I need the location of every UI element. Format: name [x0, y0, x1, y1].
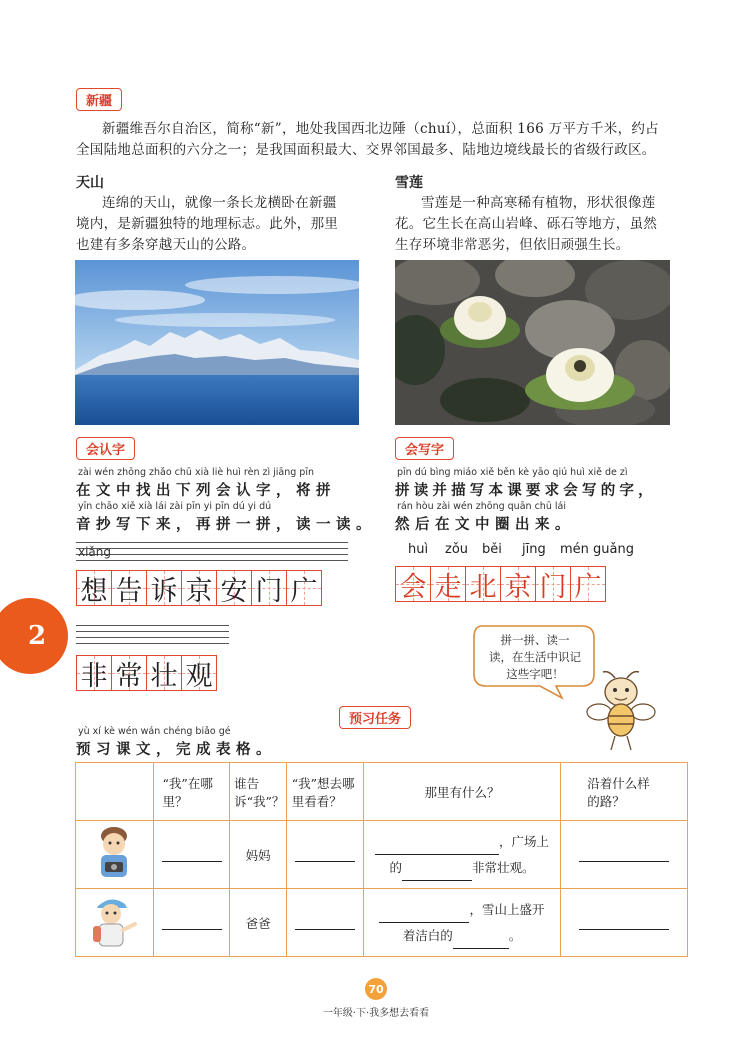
- table-cell[interactable]: [153, 889, 229, 957]
- tianshan-photo: [75, 260, 359, 425]
- char-box: 安: [216, 570, 251, 606]
- recognize-chars-row-1: [76, 570, 322, 606]
- recognize-pinyin-2: yīn chāo xiě xià lái zài pīn yi pīn dú yi dú: [78, 501, 272, 512]
- answer-blank[interactable]: [295, 849, 355, 862]
- char-box: 走: [430, 566, 465, 602]
- footer-text: 一年级·下·我多想去看看: [322, 1008, 430, 1019]
- answer-blank[interactable]: [162, 849, 222, 862]
- table-cell: [76, 889, 154, 957]
- table-header: 沿着什么样的路？: [561, 763, 688, 821]
- tianshan-line-3: 也建有多条穿越天山的公路。: [76, 237, 256, 253]
- pinyin: mén guǎng: [560, 542, 634, 557]
- pinyin: huì: [408, 542, 429, 557]
- pinyin: běi: [482, 542, 502, 557]
- preview-tag: 预习任务: [339, 706, 411, 729]
- table-cell[interactable]: [561, 821, 688, 889]
- tianshan-title: 天山: [76, 175, 104, 191]
- write-pinyin-2: rán hòu zài wén zhōng quān chū lái: [397, 501, 566, 512]
- table-header: “我”想去哪里看看？: [286, 763, 363, 821]
- cell-text: ，广场上: [498, 833, 549, 849]
- char-box: 广: [286, 570, 322, 606]
- char-box: 告: [111, 570, 146, 606]
- pinyin-line: [76, 625, 229, 626]
- preview-text: 预习课文，完成表格。: [76, 742, 276, 758]
- table-cell: [230, 889, 287, 957]
- preview-table: [75, 762, 688, 957]
- pinyin-line: [76, 542, 348, 543]
- answer-blank[interactable]: [453, 936, 509, 949]
- recognize-tag: 会认字: [76, 437, 135, 460]
- table-cell: [230, 821, 287, 889]
- pinyin: jīng: [522, 542, 546, 557]
- table-corner-cell: [76, 763, 154, 821]
- table-cell[interactable]: [153, 821, 229, 889]
- page-number: 70: [365, 978, 387, 1000]
- table-cell[interactable]: [286, 889, 363, 957]
- sample-pinyin: xiǎng: [78, 545, 112, 559]
- answer-blank[interactable]: [379, 910, 469, 923]
- answer-blank[interactable]: [295, 917, 355, 930]
- char-box: 壮: [146, 655, 181, 691]
- tianshan-line-2: 境内，是新疆独特的地理标志。此外，那里: [76, 216, 339, 232]
- teller-name: 妈妈: [245, 847, 271, 863]
- bee-mascot-icon: [585, 668, 665, 756]
- pinyin-line: [76, 637, 229, 638]
- char-box: 广: [570, 566, 606, 602]
- xinjiang-line-1: 新疆维吾尔自治区，简称“新”，地处我国西北边陲（chuí），总面积 166 万平方千米，约占: [102, 121, 659, 137]
- char-box: 门: [251, 570, 286, 606]
- bubble-text: [478, 632, 592, 683]
- xuelian-line-3: 生存环境非常恶劣，但依旧顽强生长。: [395, 237, 630, 253]
- table-row: [76, 821, 688, 889]
- recognize-chars-row-2: [76, 655, 217, 691]
- table-cell[interactable]: [286, 821, 363, 889]
- pinyin-line: [76, 554, 348, 555]
- cell-text: 。: [508, 927, 522, 943]
- char-box: 观: [181, 655, 217, 691]
- char-box: 门: [535, 566, 570, 602]
- table-cell: [363, 889, 561, 957]
- xuelian-line-1: 雪莲是一种高寒稀有植物，形状很像莲: [421, 195, 656, 211]
- char-box: 北: [465, 566, 500, 602]
- write-chars-row: [395, 566, 606, 602]
- char-box: 会: [395, 566, 430, 602]
- answer-blank[interactable]: [375, 842, 499, 855]
- pinyin-line: [76, 643, 229, 644]
- char-box: 京: [181, 570, 216, 606]
- char-box: 常: [111, 655, 146, 691]
- tianshan-line-1: 连绵的天山，就像一条长龙横卧在新疆: [102, 195, 337, 211]
- bubble-line: 这些字吧！: [506, 667, 564, 681]
- table-header-row: [76, 763, 688, 821]
- xuelian-title: 雪莲: [395, 175, 423, 191]
- lesson-number-badge: 2: [0, 598, 68, 674]
- xuelian-line-2: 花。它生长在高山岩峰、砾石等地方，虽然: [395, 216, 658, 232]
- bubble-line: 拼一拼、读一: [500, 633, 570, 647]
- pinyin-line: [76, 631, 229, 632]
- table-header: 那里有什么？: [363, 763, 561, 821]
- table-header: 谁告诉“我”？: [230, 763, 287, 821]
- table-row: [76, 889, 688, 957]
- cell-text: ，雪山上盛开: [469, 901, 545, 917]
- xinjiang-line-2: 全国陆地总面积的六分之一；是我国面积最大、交界邻国最多、陆地边境线最长的省级行政区。: [76, 142, 656, 158]
- write-pinyin-1: pīn dú bìng miáo xiě běn kè yāo qiú huì xiě de zì: [397, 467, 628, 478]
- answer-blank[interactable]: [579, 917, 669, 930]
- table-cell[interactable]: [561, 889, 688, 957]
- pinyin: zǒu: [445, 542, 469, 557]
- preview-pinyin: yù xí kè wén wán chéng biǎo gé: [78, 726, 231, 737]
- write-tag: 会写字: [395, 437, 454, 460]
- recognize-pinyin-1: zài wén zhōng zhǎo chū xià liè huì rèn zì jiāng pīn: [78, 467, 314, 478]
- cell-text: 的: [389, 859, 402, 875]
- pinyin-line: [76, 548, 348, 549]
- write-text-2: 然后在文中圈出来。: [395, 517, 575, 533]
- table-cell: [76, 821, 154, 889]
- bubble-line: 读，在生活中识记: [489, 650, 581, 664]
- char-box: 京: [500, 566, 535, 602]
- teller-name: 爸爸: [245, 915, 271, 931]
- write-text-1: 拼读并描写本课要求会写的字，: [395, 483, 657, 499]
- cell-text: 着洁白的: [402, 927, 453, 943]
- pinyin-line: [76, 560, 348, 561]
- answer-blank[interactable]: [402, 868, 472, 881]
- answer-blank[interactable]: [162, 917, 222, 930]
- boy-with-camera-icon: [91, 824, 137, 882]
- recognize-text-1: 在文中找出下列会认字，将拼: [76, 483, 336, 499]
- xinjiang-tag: 新疆: [76, 88, 122, 111]
- char-box: 非: [76, 655, 111, 691]
- table-cell: [363, 821, 561, 889]
- snow-lotus-photo: [395, 260, 670, 425]
- answer-blank[interactable]: [579, 849, 669, 862]
- char-box: 想: [76, 570, 111, 606]
- cell-text: 非常壮观。: [471, 859, 535, 875]
- char-box: 诉: [146, 570, 181, 606]
- recognize-text-2: 音抄写下来，再拼一拼，读一读。: [76, 517, 376, 533]
- table-header: “我”在哪里？: [153, 763, 229, 821]
- boy-pointing-icon: [89, 892, 139, 950]
